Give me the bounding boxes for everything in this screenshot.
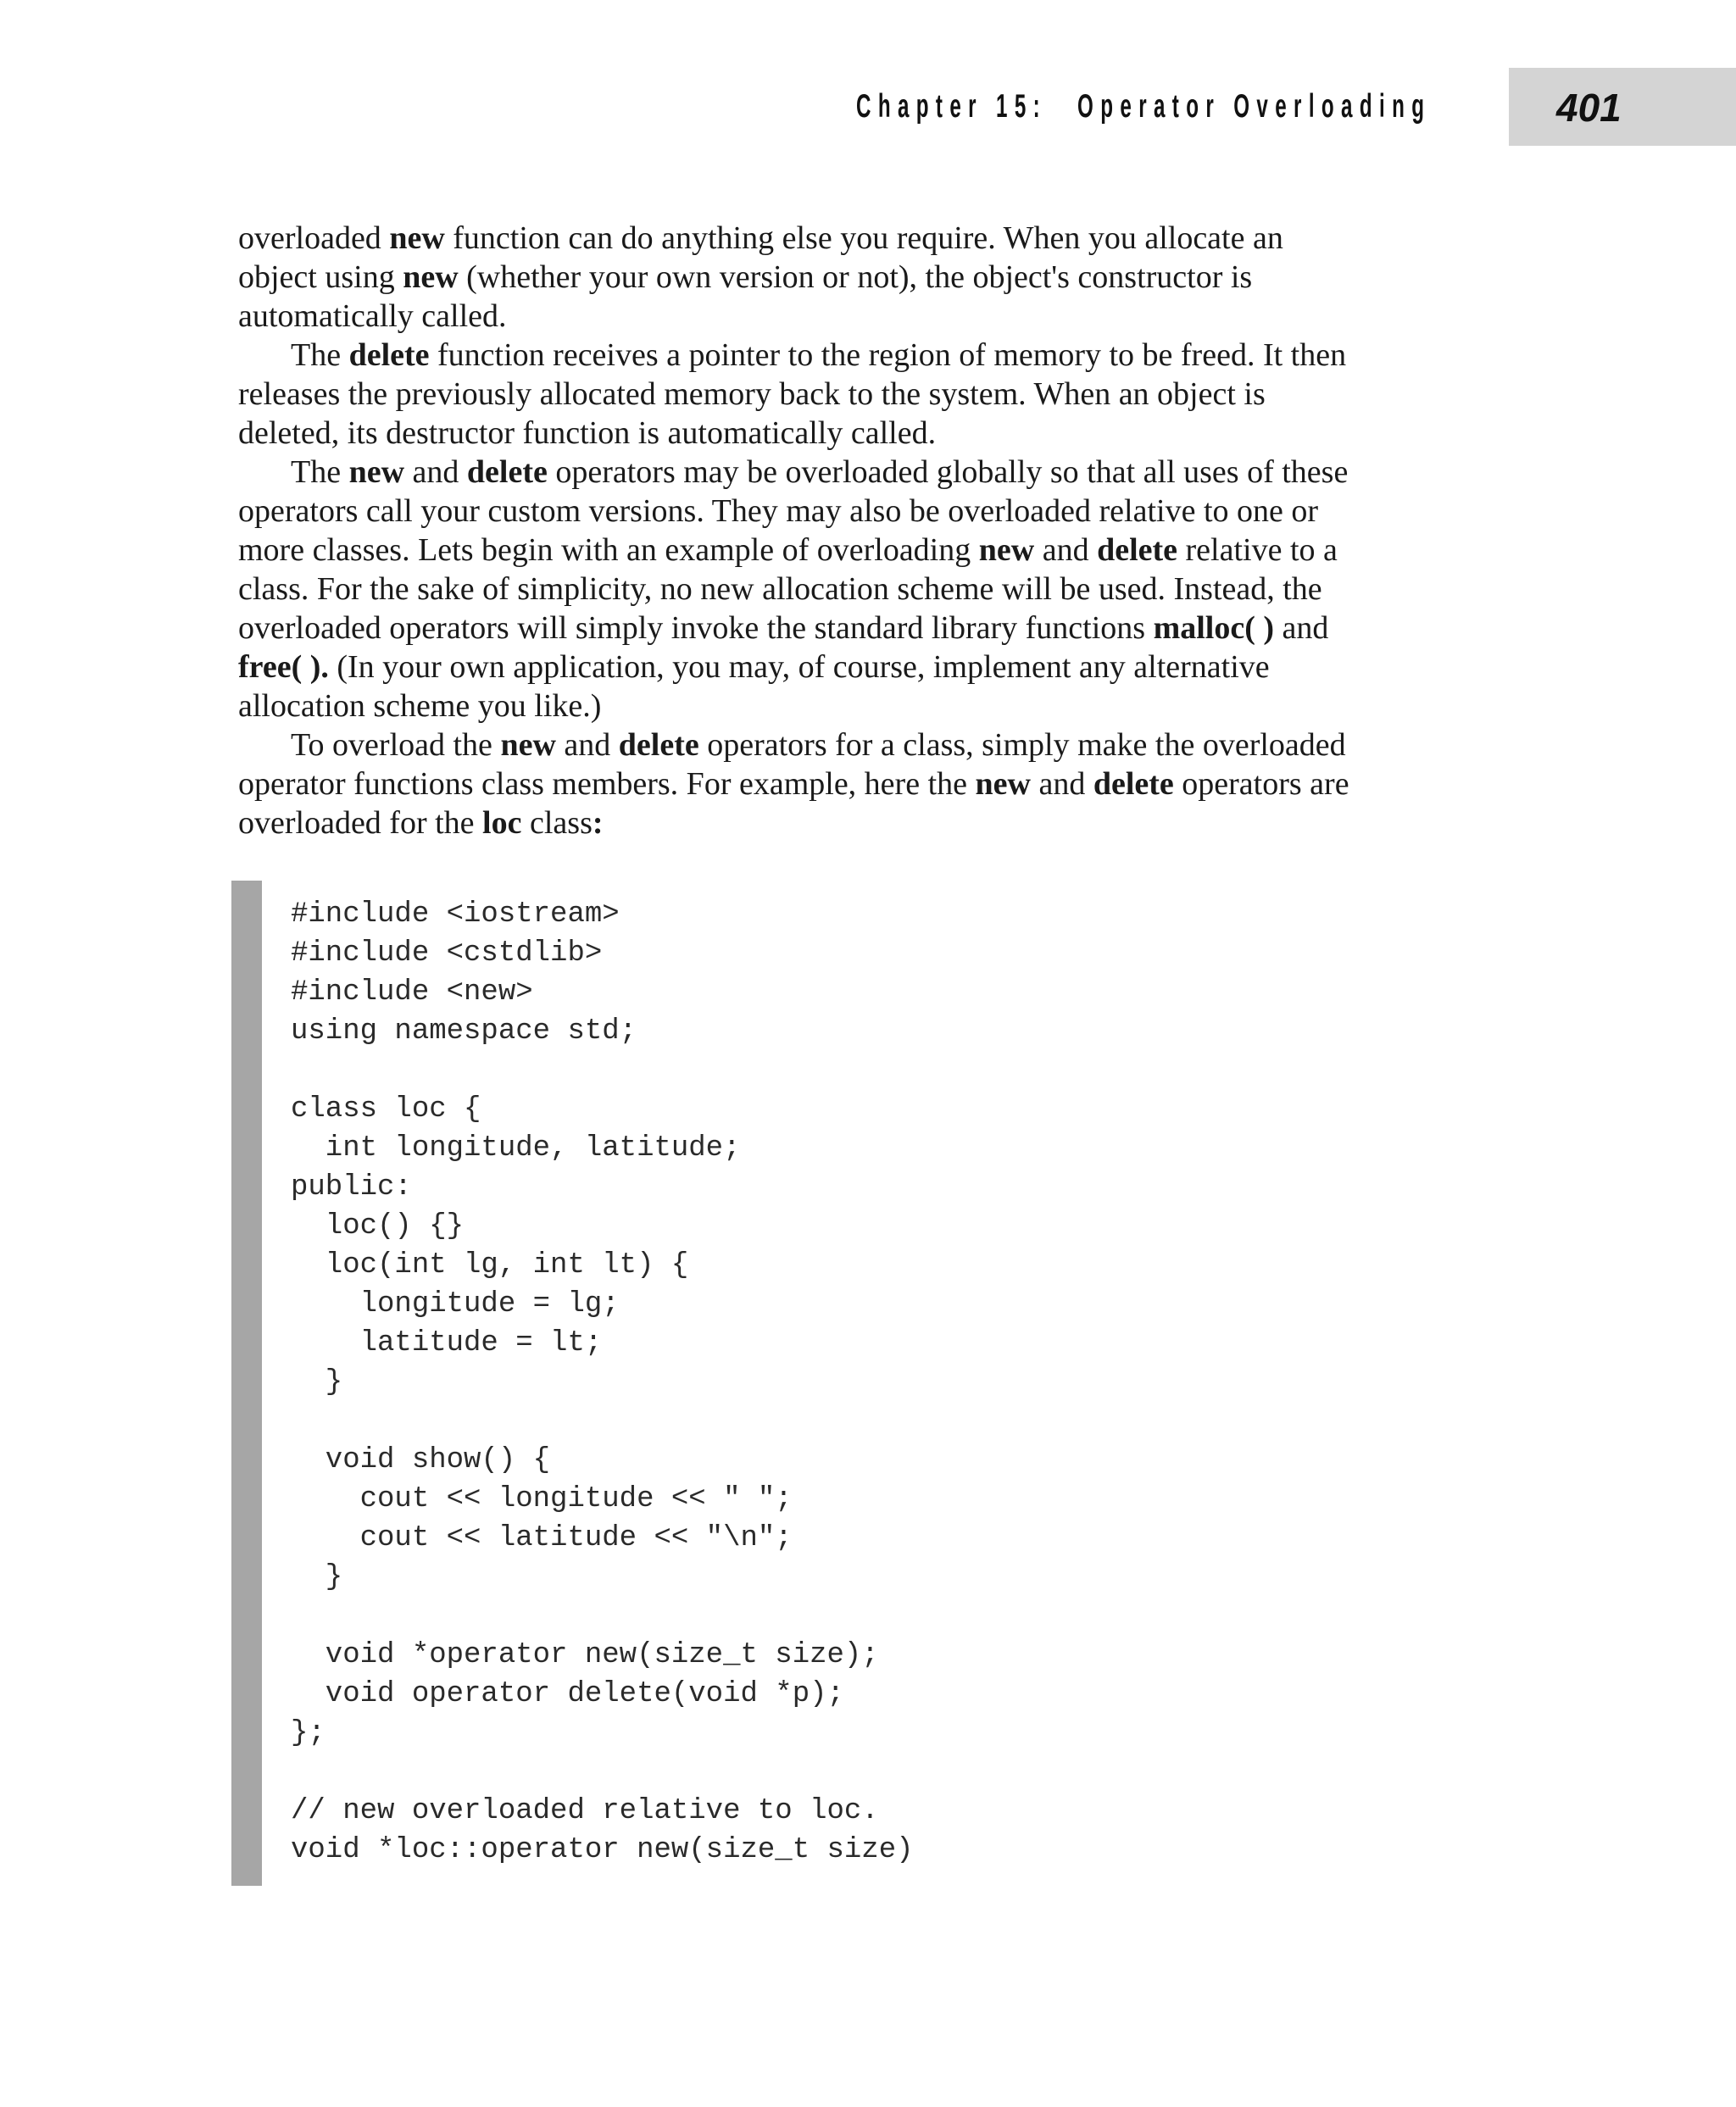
- bold-term: delete: [1097, 532, 1178, 568]
- text-run: releases the previously allocated memory back to the system. When an object is: [238, 376, 1266, 412]
- text-run: overloaded: [238, 220, 390, 256]
- code-line: void operator delete(void *p);: [291, 1678, 844, 1710]
- chapter-title: Operator Overloading: [1077, 88, 1432, 125]
- code-line: [291, 1051, 914, 1090]
- text-line: [238, 219, 1510, 258]
- code-line: }: [291, 1561, 343, 1593]
- code-line: [291, 1597, 914, 1636]
- code-line: void *operator new(size_t size);: [291, 1639, 879, 1671]
- text-run: function receives a pointer to the region of memory to be freed. It then: [429, 337, 1347, 373]
- bold-term: free( ).: [238, 649, 329, 685]
- text-run: object using: [238, 259, 403, 295]
- code-line: class loc {: [291, 1093, 481, 1126]
- code-line: #include <new>: [291, 976, 533, 1009]
- text-run: The: [291, 337, 349, 373]
- text-line: [238, 687, 1510, 725]
- bold-term: delete: [348, 337, 430, 373]
- bold-term: delete: [1093, 766, 1174, 802]
- code-line: longitude = lg;: [291, 1288, 620, 1320]
- text-line: [238, 570, 1510, 609]
- text-run: function can do anything else you require. When you allocate an: [444, 220, 1283, 256]
- code-line: void show() {: [291, 1444, 551, 1476]
- text-run: and: [404, 454, 467, 490]
- bold-term: new: [500, 727, 556, 763]
- text-run: overloaded operators will simply invoke the standard library functions: [238, 610, 1154, 646]
- bold-term: new: [975, 766, 1031, 802]
- code-line: [291, 1402, 914, 1441]
- text-run: operators are: [1173, 766, 1349, 802]
- text-line: [238, 297, 1510, 336]
- code-line: loc() {}: [291, 1210, 465, 1243]
- code-line: public:: [291, 1171, 412, 1204]
- code-listing-bar: [231, 881, 262, 1886]
- code-line: loc(int lg, int lt) {: [291, 1249, 689, 1281]
- text-line: [238, 803, 1510, 842]
- bold-term: delete: [466, 454, 548, 490]
- text-run: allocation scheme you like.): [238, 688, 602, 724]
- code-line: // new overloaded relative to loc.: [291, 1795, 879, 1827]
- text-run: and: [1030, 766, 1093, 802]
- bold-term: new: [978, 532, 1035, 568]
- text-run: and: [1274, 610, 1329, 646]
- code-line: }: [291, 1366, 343, 1398]
- text-run: deleted, its destructor function is automatically called.: [238, 415, 937, 451]
- bold-term: :: [592, 805, 604, 841]
- text-line: [238, 764, 1510, 803]
- running-head: [856, 88, 1432, 125]
- code-line: int longitude, latitude;: [291, 1132, 741, 1165]
- text-line: [238, 648, 1510, 687]
- text-run: operators call your custom versions. They may also be overloaded relative to one or: [238, 493, 1319, 529]
- code-line: #include <iostream>: [291, 898, 620, 931]
- text-line: [238, 453, 1510, 492]
- bold-term: delete: [618, 727, 699, 763]
- text-run: (In your own application, you may, of course, implement any alternative: [328, 649, 1270, 685]
- text-line: [238, 375, 1510, 414]
- text-line: [238, 414, 1510, 453]
- text-line: [238, 492, 1510, 531]
- text-line: [238, 531, 1510, 570]
- text-line: [238, 609, 1510, 648]
- text-run: class: [521, 805, 593, 841]
- text-run: The: [291, 454, 349, 490]
- code-line: void *loc::operator new(size_t size): [291, 1834, 914, 1866]
- text-run: overloaded for the: [238, 805, 483, 841]
- bold-term: new: [389, 220, 445, 256]
- paragraph: [238, 219, 1510, 336]
- text-line: [238, 258, 1510, 297]
- text-run: more classes. Lets begin with an example of overloading: [238, 532, 979, 568]
- code-line: cout << longitude << " ";: [291, 1483, 793, 1515]
- code-line: latitude = lt;: [291, 1327, 603, 1359]
- text-run: and: [555, 727, 619, 763]
- chapter-label: Chapter 15:: [856, 88, 1048, 125]
- text-run: and: [1034, 532, 1098, 568]
- page-number: 401: [1556, 86, 1622, 130]
- code-listing: [291, 895, 914, 1870]
- text-line: [238, 336, 1510, 375]
- page-number-box: [1509, 68, 1736, 146]
- paragraph: [238, 453, 1510, 725]
- text-run: relative to a: [1177, 532, 1338, 568]
- paragraph: [238, 336, 1510, 453]
- bold-term: new: [348, 454, 405, 490]
- code-line: using namespace std;: [291, 1015, 637, 1048]
- bold-term: malloc( ): [1153, 610, 1275, 646]
- code-line: #include <cstdlib>: [291, 937, 603, 970]
- text-run: (whether your own version or not), the object's constructor is: [458, 259, 1253, 295]
- paragraph: [238, 725, 1510, 842]
- code-line: };: [291, 1717, 326, 1749]
- text-run: To overload the: [291, 727, 501, 763]
- text-run: operators for a class, simply make the overloaded: [698, 727, 1346, 763]
- text-run: operator functions class members. For example, here the: [238, 766, 976, 802]
- body-text: [238, 219, 1510, 842]
- code-line: cout << latitude << "\n";: [291, 1522, 793, 1554]
- text-line: [238, 725, 1510, 764]
- bold-term: loc: [482, 805, 522, 841]
- text-run: automatically called.: [238, 298, 507, 334]
- text-run: class. For the sake of simplicity, no new allocation scheme will be used. Instead, the: [238, 571, 1322, 607]
- code-line: [291, 1753, 914, 1792]
- bold-term: new: [403, 259, 459, 295]
- text-run: operators may be overloaded globally so that all uses of these: [547, 454, 1349, 490]
